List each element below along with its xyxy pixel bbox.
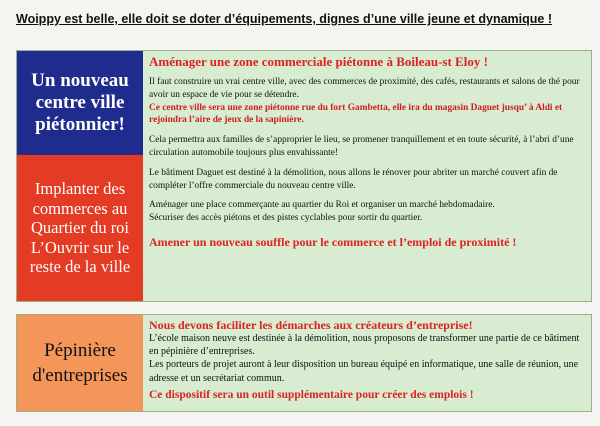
paragraph: Les porteurs de projet auront à leur disposition un bureau équipé en informatique, une salle de réunion, une adresse et un secrétariat commun.: [149, 359, 579, 384]
orange-label-line: d'entreprises: [32, 365, 128, 386]
section-labels: [17, 51, 143, 301]
blue-label-line: piétonnier!: [35, 114, 125, 135]
orange-label-line: Pépinière: [44, 340, 116, 361]
blue-label-line: centre ville: [35, 92, 125, 113]
paragraph-highlight: Ce centre ville sera une zone piétonne rue du fort Gambetta, elle ira du magasin Daguet jusqu’ à Aldi et rejoindra l’aire de jeux de la sapinière.: [149, 102, 563, 126]
section-footer: Amener un nouveau souffle pour le commerce et l’emploi de proximité !: [149, 234, 517, 249]
red-label-line: Quartier du roi: [30, 218, 130, 238]
red-label-line: L’Ouvrir sur le: [30, 237, 130, 257]
section-title: Nous devons faciliter les démarches aux créateurs d’entreprise!: [149, 318, 473, 332]
paragraph: Il faut construire un vrai centre ville, avec des commerces de proximité, des cafés, restaurants et salons de thé pour avoir un espace de vie pour se détendre.: [149, 77, 580, 100]
paragraph: Sécuriser des accès piétons et des pistes cyclables pour sortir du quartier.: [149, 213, 423, 224]
red-label-line: Implanter des: [34, 179, 126, 199]
red-label-box: [17, 155, 143, 301]
section-pepiniere: [16, 314, 592, 412]
orange-label-box: [17, 315, 143, 411]
paragraph: Aménager une place commerçante au quartier du Roi et organiser un marché hebdomadaire.: [149, 200, 495, 211]
section-title: Aménager une zone commerciale piétonne à Boileau-st Eloy !: [149, 54, 488, 69]
section-body: [143, 315, 591, 411]
paragraph: Le bâtiment Daguet est destiné à la démolition, nous allons le rénover pour abriter un marché couvert afin de compléter l’offre commerciale du nouveau centre ville.: [149, 167, 558, 191]
paragraph: L’école maison neuve est destinée à la démolition, nous proposons de transformer une partie de ce bâtiment en pépinière d’entreprises.: [149, 333, 580, 358]
blue-label-box: [17, 51, 143, 155]
section-body: [143, 51, 591, 301]
red-label-line: reste de la ville: [29, 257, 131, 277]
blue-label-line: Un nouveau: [31, 70, 129, 91]
red-label-line: commerces au: [32, 198, 128, 218]
paragraph: Cela permettra aux familles de s’approprier le lieu, se promener tranquillement et en toute sécurité, à l’abri d’une circulation automobile toujours plus envahissante!: [149, 135, 574, 158]
page-headline: Woippy est belle, elle doit se doter d’équipements, dignes d’une ville jeune et dynamique !: [16, 12, 552, 26]
section-footer: Ce dispositif sera un outil supplémentaire pour créer des emplois !: [149, 388, 474, 401]
section-centre-ville: [16, 50, 592, 302]
